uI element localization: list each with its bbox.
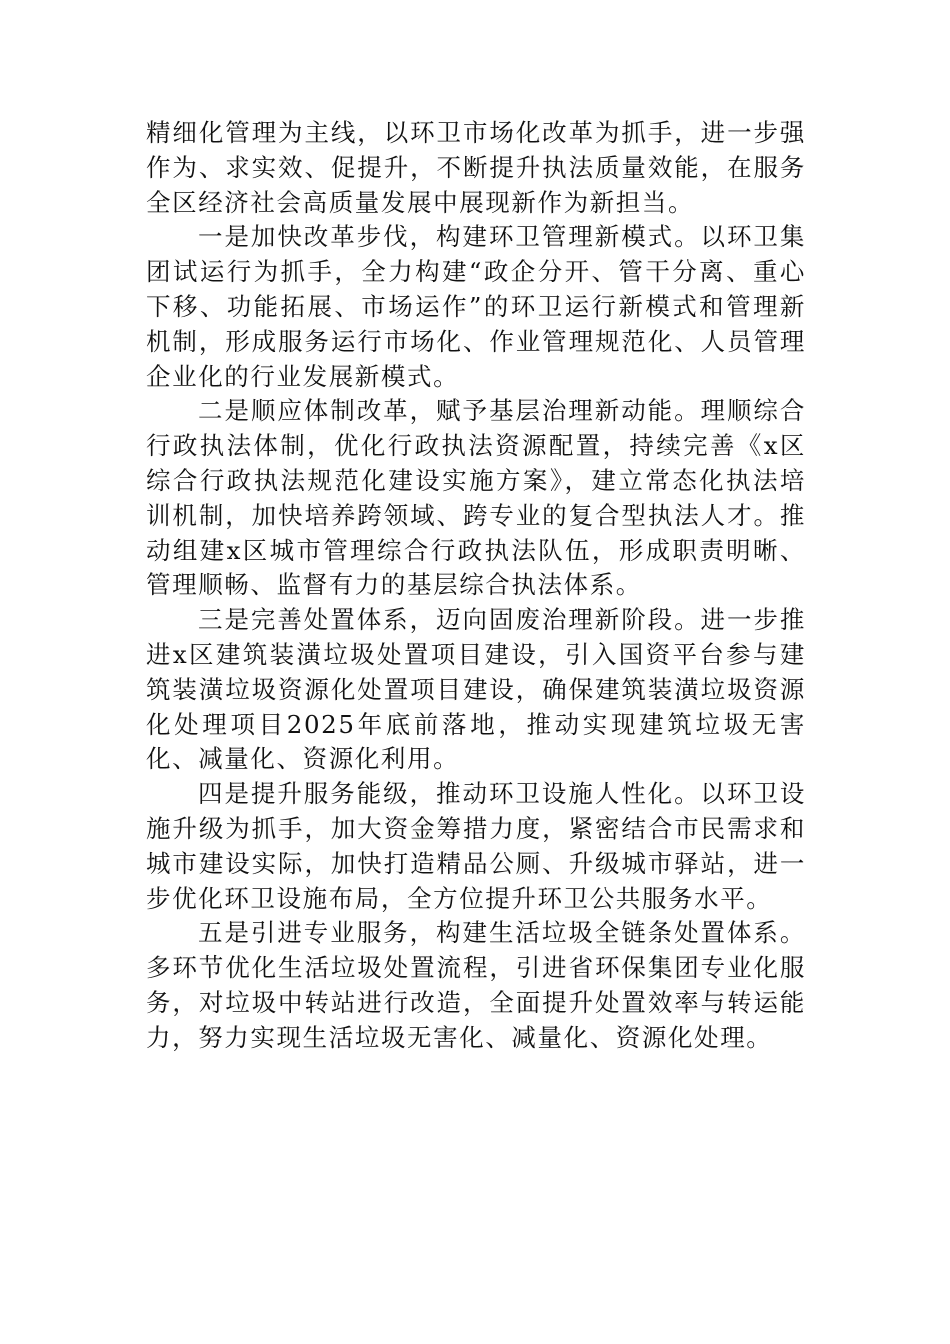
paragraph-disposal-system: 三是完善处置体系，迈向固废治理新阶段。进一步推进x区建筑装潢垃圾处置项目建设，引入国资平台参与建筑装潢垃圾资源化处置项目建设，确保建筑装潢垃圾资源化处理项目2025年底前落地，推动实现建筑垃圾无害化、减量化、资源化利用。 [146,605,806,774]
paragraph-intro-continuation: 精细化管理为主线，以环卫市场化改革为抓手，进一步强作为、求实效、促提升，不断提升执法质量效能，在服务全区经济社会高质量发展中展现新作为新担当。 [146,118,806,217]
document-body [146,116,806,1056]
paragraph-service-level: 四是提升服务能级，推动环卫设施人性化。以环卫设施升级为抓手，加大资金筹措力度，紧密结合市民需求和城市建设实际，加快打造精品公厕、升级城市驿站，进一步优化环卫设施布局，全方位提升环卫公共服务水平。 [146,779,806,913]
paragraph-professional-service: 五是引进专业服务，构建生活垃圾全链条处置体系。多环节优化生活垃圾处置流程，引进省环保集团专业化服务，对垃圾中转站进行改造，全面提升处置效率与转运能力，努力实现生活垃圾无害化、减量化、资源化处理。 [146,918,806,1052]
paragraph-system-reform: 二是顺应体制改革，赋予基层治理新动能。理顺综合行政执法体制，优化行政执法资源配置，持续完善《x区综合行政执法规范化建设实施方案》，建立常态化执法培训机制，加快培养跨领域、跨专业的复合型执法人才。推动组建x区城市管理综合行政执法队伍，形成职责明晰、管理顺畅、监督有力的基层综合执法体系。 [146,396,806,600]
paragraph-reform-pace: 一是加快改革步伐，构建环卫管理新模式。以环卫集团试运行为抓手，全力构建“政企分开、管干分离、重心下移、功能拓展、市场运作”的环卫运行新模式和管理新机制，形成服务运行市场化、作业管理规范化、人员管理企业化的行业发展新模式。 [146,222,806,391]
